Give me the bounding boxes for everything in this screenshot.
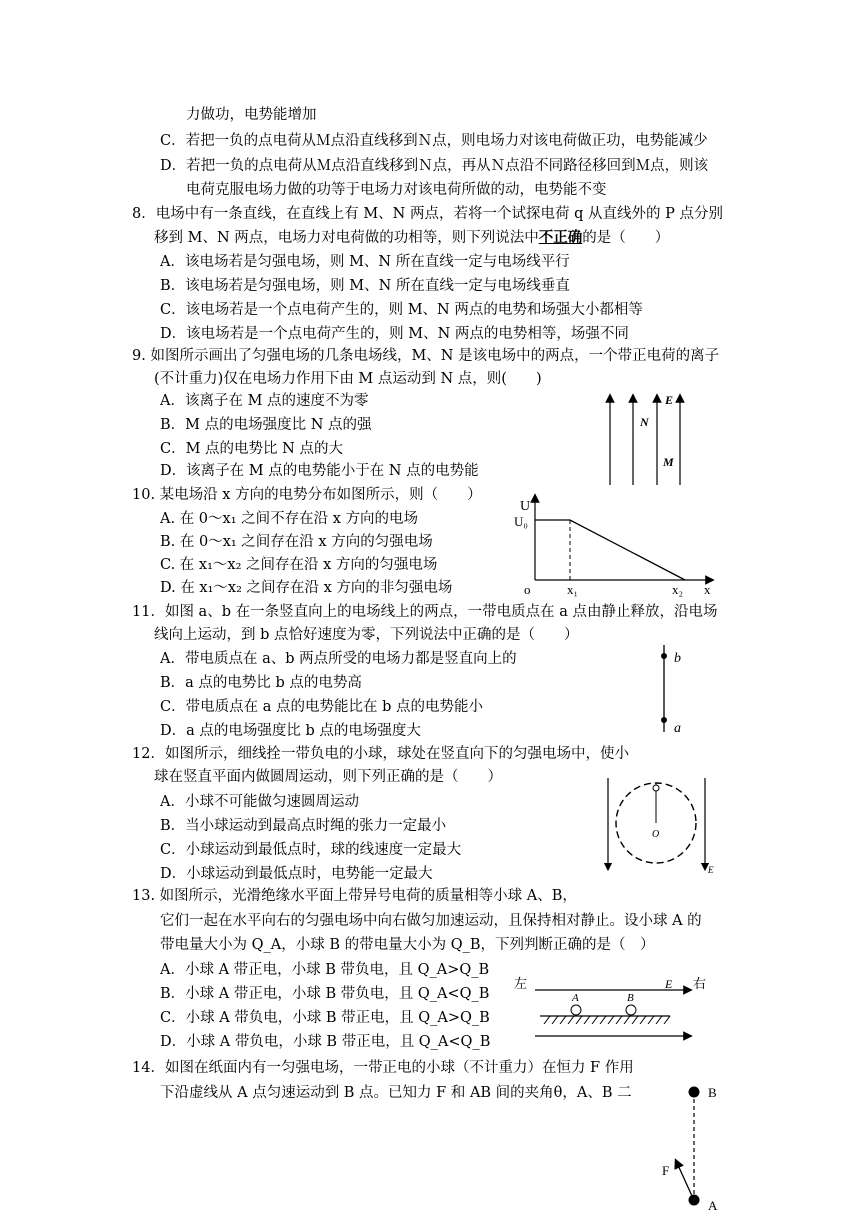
q8-stem-line1: 8．电场中有一条直线，在直线上有 M、N 两点，若将一个试探电荷 q 从直线外的 P 点分别 <box>132 206 723 222</box>
q7-option-c: C．若把一负的点电荷从Ｍ点沿直线移到Ｎ点，则电场力对该电荷做正功，电势能减少 <box>160 133 708 149</box>
q10-potential-graph <box>510 490 720 600</box>
label-f: F <box>662 1163 670 1178</box>
q11-stem-line1: 11．如图 a、b 在一条竖直向上的电场线上的两点，一带电质点在 a 点由静止释放，沿电场 <box>132 604 718 620</box>
label-n: N <box>640 415 649 429</box>
q12-circular-motion-figure <box>600 775 720 875</box>
q14-force-figure <box>650 1078 730 1216</box>
q8-stem-line2: 移到 M、N 两点，电场力对电荷做的功相等，则下列说法中不正确的是（ ） <box>154 229 670 246</box>
q13-option-d: D．小球 A 带负电，小球 B 带正电，且 Q_A<Q_B <box>160 1034 491 1050</box>
label-left: 左 <box>514 976 528 991</box>
label-b: B <box>708 1085 717 1100</box>
q12-option-b: B．当小球运动到最高点时绳的张力一定最小 <box>160 818 447 834</box>
label-x1: x₁ <box>567 582 579 597</box>
q9-option-d: D．该离子在 M 点的电势能小于在 N 点的电势能 <box>160 463 479 479</box>
label-u0: U₀ <box>514 514 528 529</box>
q7-option-b-continued: 力做功，电势能增加 <box>186 107 317 123</box>
q7-option-d-line2: 电荷克服电场力做的功等于电场力对该电荷所做的动，电势能不变 <box>186 182 607 198</box>
q12-option-a: A．小球不可能做匀速圆周运动 <box>160 794 359 810</box>
q11-stem-line2: 线向上运动，到 b 点恰好速度为零，下列说法中正确的是（ ） <box>154 627 579 643</box>
q11-field-line-figure <box>650 640 700 740</box>
force-f-arrow <box>677 1163 692 1196</box>
ball <box>653 785 659 791</box>
q13-stem-line3: 带电量大小为 Q_A，小球 B 的带电量大小为 Q_B，下列判断正确的是（ ） <box>160 937 655 953</box>
label-m: M <box>663 455 674 469</box>
label-x: x <box>704 582 711 597</box>
q10-option-c: C. 在 x₁～x₂ 之间存在沿 x 方向的匀强电场 <box>160 557 438 573</box>
surface-hatching <box>544 1016 670 1024</box>
label-a: a <box>674 721 681 736</box>
q9-option-a: A．该离子在 M 点的速度不为零 <box>160 393 369 409</box>
q11-option-d: D．a 点的电场强度比 b 点的电场强度大 <box>160 723 421 739</box>
q8-option-c: C．该电场若是一个点电荷产生的，则 M、N 两点的电势和场强大小都相等 <box>160 302 643 318</box>
point-a <box>661 717 667 723</box>
q11-option-a: A．带电质点在 a、b 两点所受的电场力都是竖直向上的 <box>160 651 517 667</box>
q9-stem-line2: (不计重力)仅在电场力作用下由 M 点运动到 N 点，则( ) <box>154 371 542 387</box>
label-b: b <box>674 651 681 666</box>
label-e: E <box>665 977 673 991</box>
q8-emphasis: 不正确 <box>538 229 583 246</box>
label-u: U <box>520 499 531 514</box>
point-b <box>689 1087 700 1098</box>
ball-b <box>626 1005 636 1015</box>
q10-stem: 10. 某电场沿 x 方向的电势分布如图所示，则（ ） <box>132 487 482 503</box>
point-b <box>661 653 667 659</box>
label-a: A <box>708 1198 718 1213</box>
q10-option-b: B. 在 0～x₁ 之间存在沿 x 方向的匀强电场 <box>160 534 433 550</box>
label-origin: o <box>524 582 531 597</box>
point-a <box>689 1195 700 1206</box>
q9-stem-line1: 9. 如图所示画出了匀强电场的几条电场线，M、N 是该电场中的两点，一个带正电荷的离子 <box>132 348 720 364</box>
q10-option-d: D. 在 x₁～x₂ 之间存在沿 x 方向的非匀强电场 <box>160 580 453 596</box>
q9-option-c: C．M 点的电势比 N 点的大 <box>160 441 343 457</box>
label-e: E <box>665 393 674 407</box>
q9-field-figure <box>600 390 700 490</box>
q12-option-d: D．小球运动到最低点时，电势能一定最大 <box>160 866 433 882</box>
q13-charged-balls-figure <box>510 968 710 1046</box>
q9-option-b: B．M 点的电场强度比 N 点的强 <box>160 417 372 433</box>
q10-option-a: A. 在 0～x₁ 之间不存在沿 x 方向的电场 <box>160 511 419 527</box>
q8-option-a: A．该电场若是匀强电场，则 M、N 所在直线一定与电场线平行 <box>160 254 570 270</box>
q12-stem-line2: 球在竖直平面内做圆周运动，则下列正确的是（ ） <box>154 769 502 785</box>
label-ball-b: B <box>627 992 634 1004</box>
q13-option-b: B．小球 A 带正电，小球 B 带负电，且 Q_A<Q_B <box>160 986 490 1002</box>
potential-curve <box>535 520 685 580</box>
q14-stem-line2: 下沿虚线从 A 点匀速运动到 B 点。已知力 F 和 AB 间的夹角θ，A、B 二 <box>160 1085 632 1101</box>
q8-option-b: B．该电场若是匀强电场，则 M、N 所在直线一定与电场线垂直 <box>160 278 570 294</box>
label-x2: x₂ <box>672 582 684 597</box>
q14-stem-line1: 14．如图在纸面内有一匀强电场，一带正电的小球（不计重力）在恒力 F 作用 <box>132 1060 634 1076</box>
q13-stem-line2: 它们一起在水平向右的匀强电场中向右做匀加速运动，且保持相对静止。设小球 A 的 <box>160 913 702 929</box>
q8-option-d: D．该电场若是一个点电荷产生的，则 M、N 两点的电势相等，场强不同 <box>160 326 629 342</box>
label-o: O <box>652 829 660 840</box>
ball-a <box>571 1005 581 1015</box>
label-e: E <box>708 865 714 875</box>
q12-stem-line1: 12．如图所示，细线拴一带负电的小球，球处在竖直向下的匀强电场中，使小 <box>132 746 629 762</box>
q13-stem-line1: 13. 如图所示，光滑绝缘水平面上带异号电荷的质量相等小球 A、B， <box>132 888 577 904</box>
label-ball-a: A <box>572 992 579 1004</box>
label-right: 右 <box>693 976 707 991</box>
q11-option-b: B．a 点的电势比 b 点的电势高 <box>160 675 362 691</box>
q13-option-a: A．小球 A 带正电，小球 B 带负电，且 Q_A>Q_B <box>160 962 490 978</box>
q11-option-c: C．带电质点在 a 点的电势能比在 b 点的电势能小 <box>160 699 483 715</box>
q12-option-c: C．小球运动到最低点时，球的线速度一定最大 <box>160 842 462 858</box>
q13-option-c: C．小球 A 带负电，小球 B 带正电，且 Q_A>Q_B <box>160 1010 490 1026</box>
q7-option-d-line1: D．若把一负的点电荷从Ｍ点沿直线移到Ｎ点，再从Ｎ点沿不同路径移回到Ｍ点，则该 <box>160 158 709 174</box>
